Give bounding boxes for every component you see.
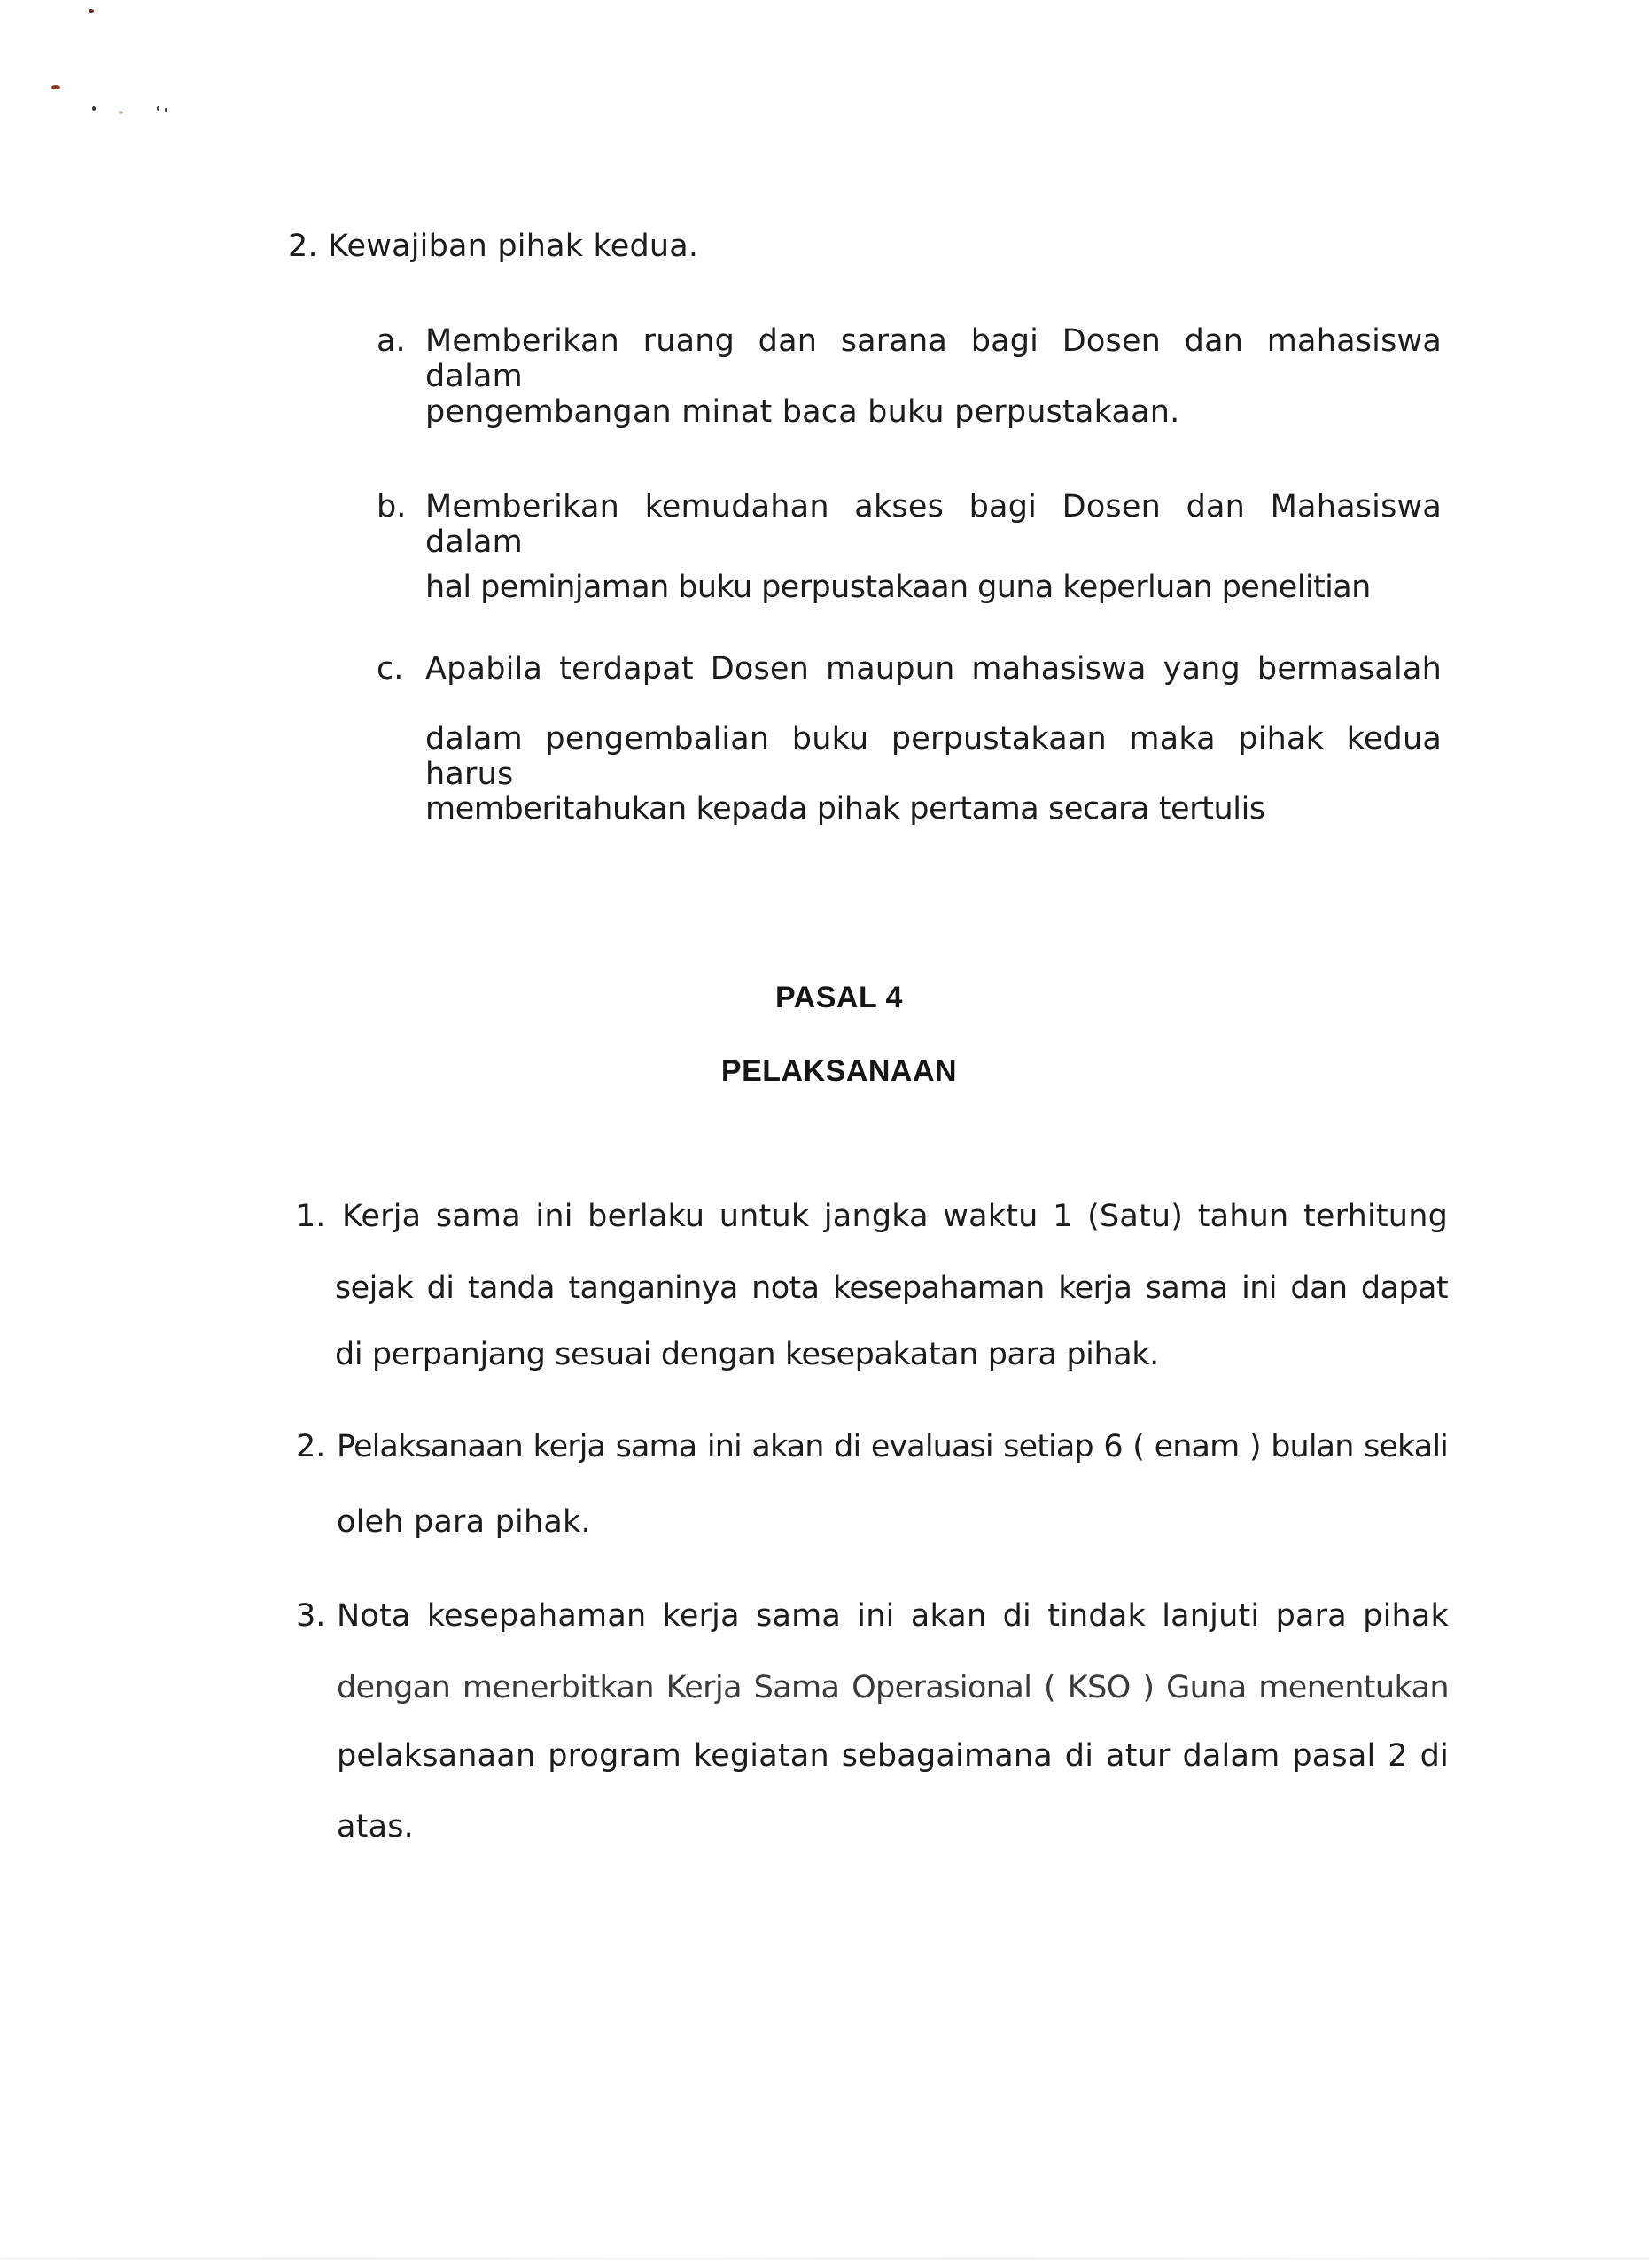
- scan-speck: [165, 108, 167, 112]
- scan-edge-noise: [0, 2257, 1649, 2260]
- list-item-line: pelaksanaan program kegiatan sebagaimana di atur dalam pasal 2 di: [337, 1738, 1449, 1774]
- section-title: 2. Kewajiban pihak kedua.: [288, 229, 699, 264]
- list-marker: 3.: [296, 1598, 326, 1634]
- list-item-line: Memberikan ruang dan sarana bagi Dosen dan mahasiswa dalam: [425, 323, 1442, 394]
- list-item-line: Nota kesepahaman kerja sama ini akan di tindak lanjuti para pihak: [337, 1598, 1449, 1634]
- list-item-line: hal peminjaman buku perpustakaan guna keperluan penelitian: [425, 570, 1371, 605]
- scan-speck: [119, 111, 123, 114]
- list-item-line: di perpanjang sesuai dengan kesepakatan para pihak.: [335, 1337, 1159, 1372]
- list-marker: c.: [377, 651, 404, 687]
- scan-speck: [157, 106, 159, 111]
- scan-speck: [51, 85, 60, 89]
- list-item-line: oleh para pihak.: [337, 1504, 591, 1540]
- list-item-line: sejak di tanda tanganinya nota kesepahaman kerja sama ini dan dapat: [335, 1270, 1448, 1306]
- list-item-line: pengembangan minat baca buku perpustakaan.: [425, 394, 1180, 430]
- list-marker: b.: [377, 489, 407, 524]
- list-item-line: dengan menerbitkan Kerja Sama Operasional ( KSO ) Guna menentukan: [337, 1670, 1449, 1705]
- list-marker: 1.: [296, 1199, 326, 1234]
- list-item-line: Memberikan kemudahan akses bagi Dosen dan Mahasiswa dalam: [425, 489, 1442, 560]
- list-item-line: Apabila terdapat Dosen maupun mahasiswa yang bermasalah: [425, 651, 1442, 687]
- list-item-line: memberitahukan kepada pihak pertama secara tertulis: [425, 791, 1265, 827]
- list-marker: a.: [377, 323, 406, 359]
- list-item-line: Kerja sama ini berlaku untuk jangka waktu 1 (Satu) tahun terhitung: [342, 1199, 1448, 1234]
- list-item-line: Pelaksanaan kerja sama ini akan di evaluasi setiap 6 ( enam ) bulan sekali: [337, 1429, 1448, 1464]
- article-title-heading: PELAKSANAAN: [720, 1054, 958, 1088]
- list-item-line: dalam pengembalian buku perpustakaan maka pihak kedua harus: [425, 721, 1442, 792]
- article-number-heading: PASAL 4: [775, 981, 903, 1014]
- list-item-line: atas.: [337, 1809, 414, 1845]
- scan-speck: [89, 9, 94, 13]
- scan-speck: [92, 106, 96, 111]
- list-marker: 2.: [296, 1429, 326, 1464]
